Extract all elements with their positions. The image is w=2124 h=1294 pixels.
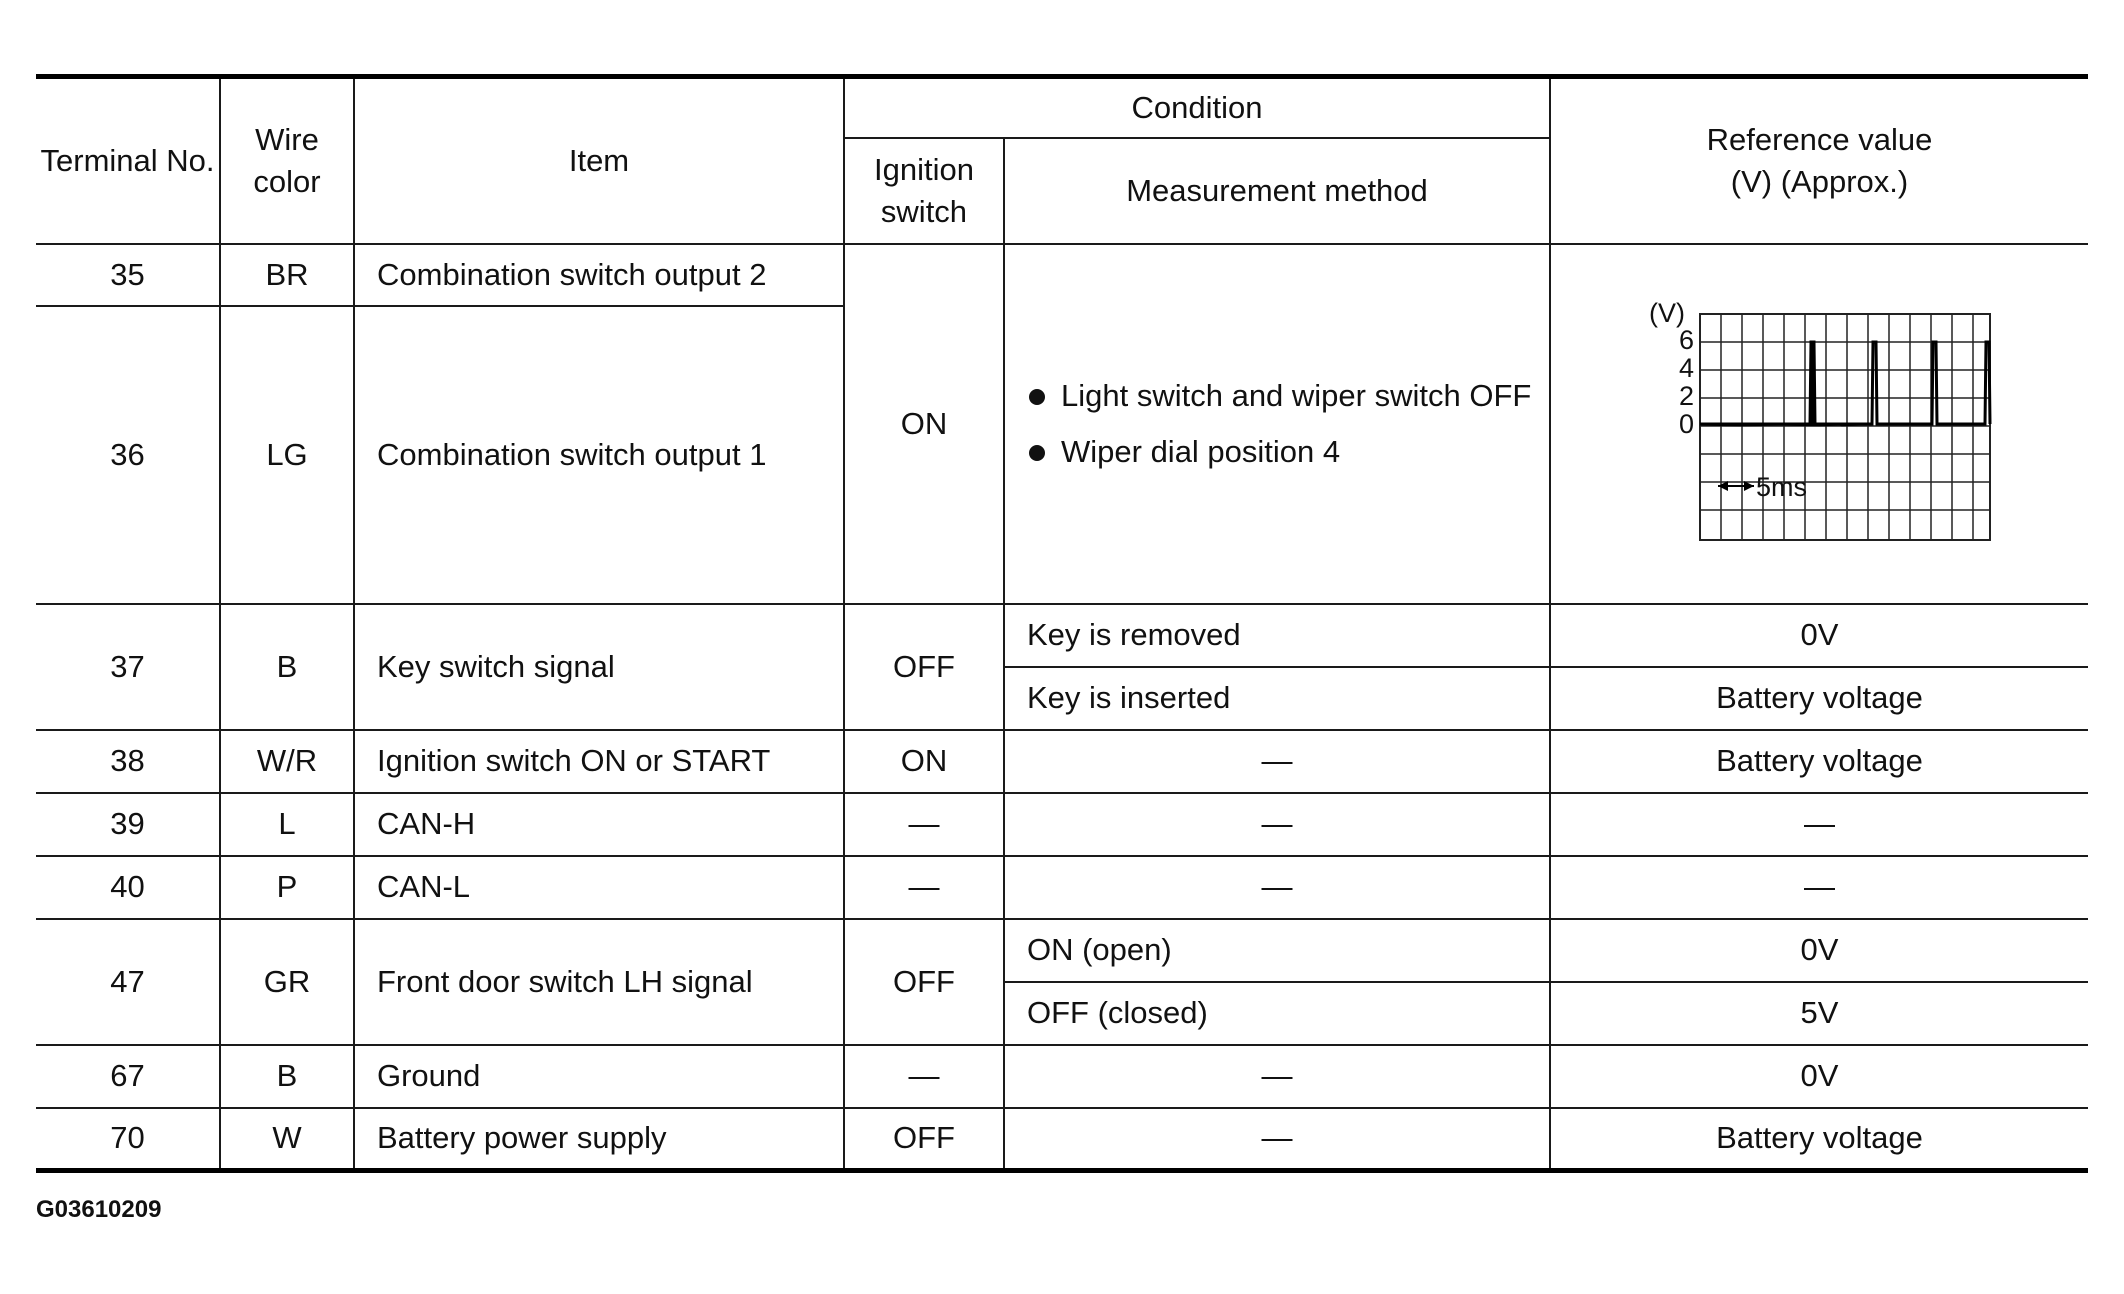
table-row xyxy=(36,244,2088,306)
waveform-signal-trace xyxy=(1700,342,1860,425)
bullet-item: Wiper dial position 4 xyxy=(1027,431,1549,473)
header-condition: Condition xyxy=(844,77,1550,138)
item-cell: Combination switch output 1 xyxy=(354,306,844,604)
waveform-time-label: 5ms xyxy=(1755,471,1807,502)
measurement-method-cell: — xyxy=(1004,793,1550,856)
measurement-bullet-list xyxy=(1005,375,1549,473)
wire-color-cell: P xyxy=(220,856,354,919)
waveform-y-tick: 6 xyxy=(1678,324,1694,355)
table-row xyxy=(36,604,2088,667)
ignition-cell: ON xyxy=(844,730,1004,793)
terminal-no-cell: 35 xyxy=(36,244,220,306)
measurement-method-cell: OFF (closed) xyxy=(1004,982,1550,1045)
header-terminal-no: Terminal No. xyxy=(36,77,220,244)
table-row xyxy=(36,856,2088,919)
measurement-method-cell: — xyxy=(1004,1108,1550,1171)
item-cell: Key switch signal xyxy=(354,604,844,730)
wire-color-cell: L xyxy=(220,793,354,856)
header-measurement-method: Measurement method xyxy=(1004,138,1550,244)
reference-value-cell: Battery voltage xyxy=(1550,667,2088,730)
ignition-cell: OFF xyxy=(844,1108,1004,1171)
wire-color-cell: GR xyxy=(220,919,354,1045)
measurement-method-cell: — xyxy=(1004,1045,1550,1108)
wire-color-cell: W/R xyxy=(220,730,354,793)
reference-value-cell: 0V xyxy=(1550,604,2088,667)
terminal-no-cell: 47 xyxy=(36,919,220,1045)
item-cell: Front door switch LH signal xyxy=(354,919,844,1045)
measurement-method-cell xyxy=(1004,244,1550,604)
reference-value-cell: Battery voltage xyxy=(1550,730,2088,793)
measurement-method-cell: — xyxy=(1004,856,1550,919)
waveform-graph xyxy=(1640,294,2000,554)
wire-color-cell: W xyxy=(220,1108,354,1171)
terminal-no-cell: 67 xyxy=(36,1045,220,1108)
terminal-no-cell: 38 xyxy=(36,730,220,793)
table-row xyxy=(36,730,2088,793)
item-cell: Ignition switch ON or START xyxy=(354,730,844,793)
ignition-cell: OFF xyxy=(844,604,1004,730)
table-row xyxy=(36,919,2088,982)
bullet-item: Light switch and wiper switch OFF xyxy=(1027,375,1549,417)
wire-color-cell: B xyxy=(220,604,354,730)
wire-color-cell: BR xyxy=(220,244,354,306)
reference-value-cell: 0V xyxy=(1550,1045,2088,1108)
ignition-cell: — xyxy=(844,1045,1004,1108)
measurement-method-cell: Key is removed xyxy=(1004,604,1550,667)
reference-value-cell: 0V xyxy=(1550,919,2088,982)
reference-value-cell: Battery voltage xyxy=(1550,1108,2088,1171)
waveform-y-tick: 0 xyxy=(1678,408,1694,439)
measurement-method-cell: — xyxy=(1004,730,1550,793)
terminal-no-cell: 39 xyxy=(36,793,220,856)
ignition-cell: OFF xyxy=(844,919,1004,1045)
waveform-cell xyxy=(1550,244,2088,604)
reference-value-cell: — xyxy=(1550,856,2088,919)
measurement-method-cell: Key is inserted xyxy=(1004,667,1550,730)
ignition-cell: — xyxy=(844,793,1004,856)
waveform-unit-label: (V) xyxy=(1648,297,1685,328)
ignition-cell: — xyxy=(844,856,1004,919)
item-cell: Ground xyxy=(354,1045,844,1108)
terminal-no-cell: 36 xyxy=(36,306,220,604)
wire-color-cell: B xyxy=(220,1045,354,1108)
header-ignition-switch: Ignition switch xyxy=(844,138,1004,244)
waveform-y-tick: 2 xyxy=(1678,380,1694,411)
item-cell: Battery power supply xyxy=(354,1108,844,1171)
terminal-no-cell: 70 xyxy=(36,1108,220,1171)
reference-value-cell: — xyxy=(1550,793,2088,856)
table-row xyxy=(36,1045,2088,1108)
measurement-method-cell: ON (open) xyxy=(1004,919,1550,982)
item-cell: CAN-H xyxy=(354,793,844,856)
header-wire-color: Wire color xyxy=(220,77,354,244)
header-reference-value: Reference value (V) (Approx.) xyxy=(1550,77,2088,244)
table-row xyxy=(36,793,2088,856)
waveform-y-tick: 4 xyxy=(1678,352,1694,383)
item-cell: Combination switch output 2 xyxy=(354,244,844,306)
wire-color-cell: LG xyxy=(220,306,354,604)
waveform-grid xyxy=(1700,314,1990,540)
reference-value-cell: 5V xyxy=(1550,982,2088,1045)
terminal-no-cell: 37 xyxy=(36,604,220,730)
header-item: Item xyxy=(354,77,844,244)
terminal-table-container xyxy=(36,74,2088,1173)
ignition-cell: ON xyxy=(844,244,1004,604)
figure-code: G03610209 xyxy=(36,1196,162,1223)
table-row xyxy=(36,1108,2088,1171)
terminal-table xyxy=(36,74,2088,1173)
item-cell: CAN-L xyxy=(354,856,844,919)
terminal-no-cell: 40 xyxy=(36,856,220,919)
